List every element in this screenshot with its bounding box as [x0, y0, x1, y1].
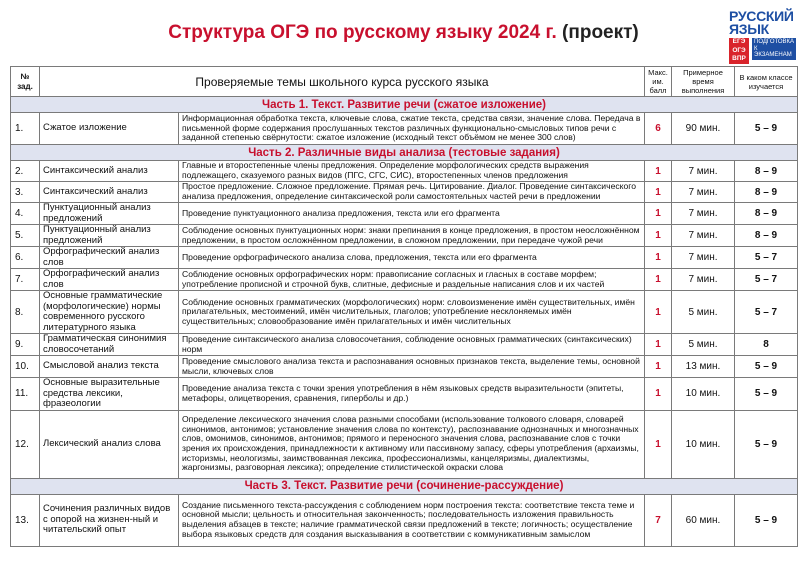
task-desc: Информационная обработка текста, ключевые слова, сжатие текста, средства связи, значение слова. Передача в письменной форме содержания прослушанных текстов различных функционально-смысловых типов речи с заданной степенью свёрнутости: сжатое изложение (исходный текст объёмом не менее 300 слов)	[179, 113, 645, 145]
task-class: 5 – 9	[735, 378, 798, 411]
logo-badge-vpr: ВПР	[732, 55, 746, 62]
table-row	[11, 113, 798, 145]
task-time: 7 мин.	[672, 203, 735, 225]
task-class: 8	[735, 334, 798, 356]
table-row	[11, 334, 798, 356]
task-desc: Проведение анализа текста с точки зрения употребления в нём языковых средств выразительности (эпитеты, метафоры, олицетворения, сравнения, гиперболы и др.)	[179, 378, 645, 411]
task-score: 1	[645, 182, 672, 203]
task-time: 5 мин.	[672, 291, 735, 334]
header-num: № зад.	[11, 67, 40, 97]
task-score: 1	[645, 161, 672, 182]
task-num: 12.	[11, 410, 40, 478]
table-row	[11, 291, 798, 334]
task-score: 1	[645, 334, 672, 356]
task-desc: Проведение орфографического анализа слова, предложения, текста или его фрагмента	[179, 247, 645, 269]
table-row	[11, 225, 798, 247]
task-desc: Проведение пунктуационного анализа предложения, текста или его фрагмента	[179, 203, 645, 225]
title-suffix: (проект)	[562, 22, 639, 43]
task-time: 10 мин.	[672, 378, 735, 411]
task-num: 7.	[11, 269, 40, 291]
logo-badge-oge: ОГЭ	[732, 46, 746, 54]
task-class: 5 – 9	[735, 410, 798, 478]
header-class: В каком классе изучается	[735, 67, 798, 97]
task-time: 10 мин.	[672, 410, 735, 478]
task-score: 1	[645, 410, 672, 478]
task-score: 1	[645, 291, 672, 334]
task-num: 4.	[11, 203, 40, 225]
task-num: 10.	[11, 356, 40, 378]
table-row	[11, 269, 798, 291]
task-num: 3.	[11, 182, 40, 203]
task-topic: Пунктуационный анализ предложений	[40, 203, 179, 225]
task-time: 90 мин.	[672, 113, 735, 145]
task-desc: Проведение синтаксического анализа словосочетания, соблюдение основных грамматических (синтаксических) норм	[179, 334, 645, 356]
part-row-1	[11, 97, 798, 113]
table-row	[11, 203, 798, 225]
table-header-row	[11, 67, 798, 97]
logo-sub: ПОДГОТОВКА К ЭКЗАМЕНАМ	[754, 39, 795, 58]
table-row	[11, 356, 798, 378]
task-topic: Грамматическая синонимия словосочетаний	[40, 334, 179, 356]
task-desc: Проведение смыслового анализа текста и распознавания основных признаков текста, выделение темы, основной мысли, ключевых слов	[179, 356, 645, 378]
task-class: 5 – 7	[735, 269, 798, 291]
task-score: 1	[645, 247, 672, 269]
task-desc: Определение лексического значения слова разными способами (использование толкового словаря, словарей синонимов, антонимов; установление значения слова по контексту), распознавание однозначных и многозначных слов, омонимов, синонимов, антонимов; прямого и переносного значения слова, распознавание слов с точки зрения их происхождения, принадлежности к активному или пассивному запасу, сферы употребления (архаизмы, историзмы, неологизмы, заимствованная лексика, профессионализмы, канцеляризмы, диалектизмы, жаргонизмы, разговорная лексика); определение стилистической окраски слова	[179, 410, 645, 478]
logo-badge-ege: ЕГЭ	[732, 38, 746, 45]
task-score: 1	[645, 269, 672, 291]
task-class: 5 – 9	[735, 494, 798, 546]
task-topic: Орфографический анализ слов	[40, 247, 179, 269]
task-class: 5 – 9	[735, 113, 798, 145]
part-row-2	[11, 145, 798, 161]
task-num: 11.	[11, 378, 40, 411]
table-row	[11, 378, 798, 411]
table-row	[11, 410, 798, 478]
task-num: 2.	[11, 161, 40, 182]
header-score: Макс. им. балл	[645, 67, 672, 97]
logo-line2: ЯЗЫК	[729, 21, 769, 37]
task-score: 6	[645, 113, 672, 145]
task-topic: Орфографический анализ слов	[40, 269, 179, 291]
task-topic: Синтаксический анализ	[40, 161, 179, 182]
task-score: 1	[645, 356, 672, 378]
task-topic: Сжатое изложение	[40, 113, 179, 145]
title-main: Структура ОГЭ по русскому языку 2024 г.	[168, 22, 557, 43]
task-topic: Основные грамматические (морфологические) нормы современного русского литературного языка	[40, 291, 179, 334]
header-time: Примерное время выполнения	[672, 67, 735, 97]
task-num: 13.	[11, 494, 40, 546]
task-topic: Основные выразительные средства лексики, фразеологии	[40, 378, 179, 411]
task-desc: Простое предложение. Сложное предложение. Прямая речь. Цитирование. Диалог. Проведение синтаксического анализа предложения, определение синтаксической роли самостоятельных частей речи в предложении	[179, 182, 645, 203]
task-topic: Смысловой анализ текста	[40, 356, 179, 378]
part-title: Часть 3. Текст. Развитие речи (сочинение-рассуждение)	[11, 478, 798, 494]
task-class: 8 – 9	[735, 161, 798, 182]
task-num: 5.	[11, 225, 40, 247]
table-row	[11, 247, 798, 269]
structure-table	[10, 66, 798, 547]
page-title	[0, 22, 807, 44]
task-time: 5 мин.	[672, 334, 735, 356]
task-desc: Соблюдение основных орфографических норм: правописание согласных и гласных в составе морфем; употребление прописной и строчной букв, слитные, дефисные и раздельные написания слов и их частей	[179, 269, 645, 291]
task-class: 8 – 9	[735, 182, 798, 203]
task-desc: Соблюдение основных пунктуационных норм: знаки препинания в конце предложения, в простом неосложнённом предложении, в простом осложнённом предложении, в сложном предложении, при передаче чужой речи	[179, 225, 645, 247]
task-num: 1.	[11, 113, 40, 145]
task-class: 8 – 9	[735, 225, 798, 247]
task-topic: Пунктуационный анализ предложений	[40, 225, 179, 247]
task-desc: Главные и второстепенные члены предложения. Определение морфологических средств выражения подлежащего, сказуемого разных видов (ПГС, СГС, СИС), второстепенных членов предложения	[179, 161, 645, 182]
task-desc: Соблюдение основных грамматических (морфологических) норм: словоизменение имён существительных, имён прилагательных, местоимений, имён числительных, глаголов; употребление несклоняемых имён существительных; словообразование имён прилагательных и имён числительных	[179, 291, 645, 334]
task-time: 60 мин.	[672, 494, 735, 546]
part-row-3	[11, 478, 798, 494]
task-class: 5 – 9	[735, 356, 798, 378]
task-time: 7 мин.	[672, 225, 735, 247]
task-topic: Сочинения различных видов с опорой на жизнен-ный и читательский опыт	[40, 494, 179, 546]
task-time: 7 мин.	[672, 182, 735, 203]
task-score: 1	[645, 378, 672, 411]
part-title: Часть 1. Текст. Развитие речи (сжатое изложение)	[11, 97, 798, 113]
task-score: 1	[645, 203, 672, 225]
header-topics: Проверяемые темы школьного курса русского языка	[40, 67, 645, 97]
task-time: 13 мин.	[672, 356, 735, 378]
table-row	[11, 494, 798, 546]
task-time: 7 мин.	[672, 161, 735, 182]
task-time: 7 мин.	[672, 247, 735, 269]
task-class: 5 – 7	[735, 247, 798, 269]
task-class: 8 – 9	[735, 203, 798, 225]
logo-badge	[729, 38, 749, 64]
task-score: 1	[645, 225, 672, 247]
task-class: 5 – 7	[735, 291, 798, 334]
task-score: 7	[645, 494, 672, 546]
table-row	[11, 182, 798, 203]
task-num: 9.	[11, 334, 40, 356]
task-num: 6.	[11, 247, 40, 269]
task-topic: Синтаксический анализ	[40, 182, 179, 203]
task-num: 8.	[11, 291, 40, 334]
task-time: 7 мин.	[672, 269, 735, 291]
logo-line1: РУССКИЙ	[729, 8, 794, 24]
logo	[729, 8, 797, 62]
task-desc: Создание письменного текста-рассуждения с соблюдением норм построения текста: соответствие текста теме и основной мысли; цельность и относительная законченность; последовательность изложения правильность выделения абзацев в тексте; наличие грамматической связи предложений в тексте; логичность; осуществление выбора языковых средств для создания высказывания в соответствии с коммуникативным замыслом	[179, 494, 645, 546]
table-row	[11, 161, 798, 182]
part-title: Часть 2. Различные виды анализа (тестовые задания)	[11, 145, 798, 161]
task-topic: Лексический анализ слова	[40, 410, 179, 478]
